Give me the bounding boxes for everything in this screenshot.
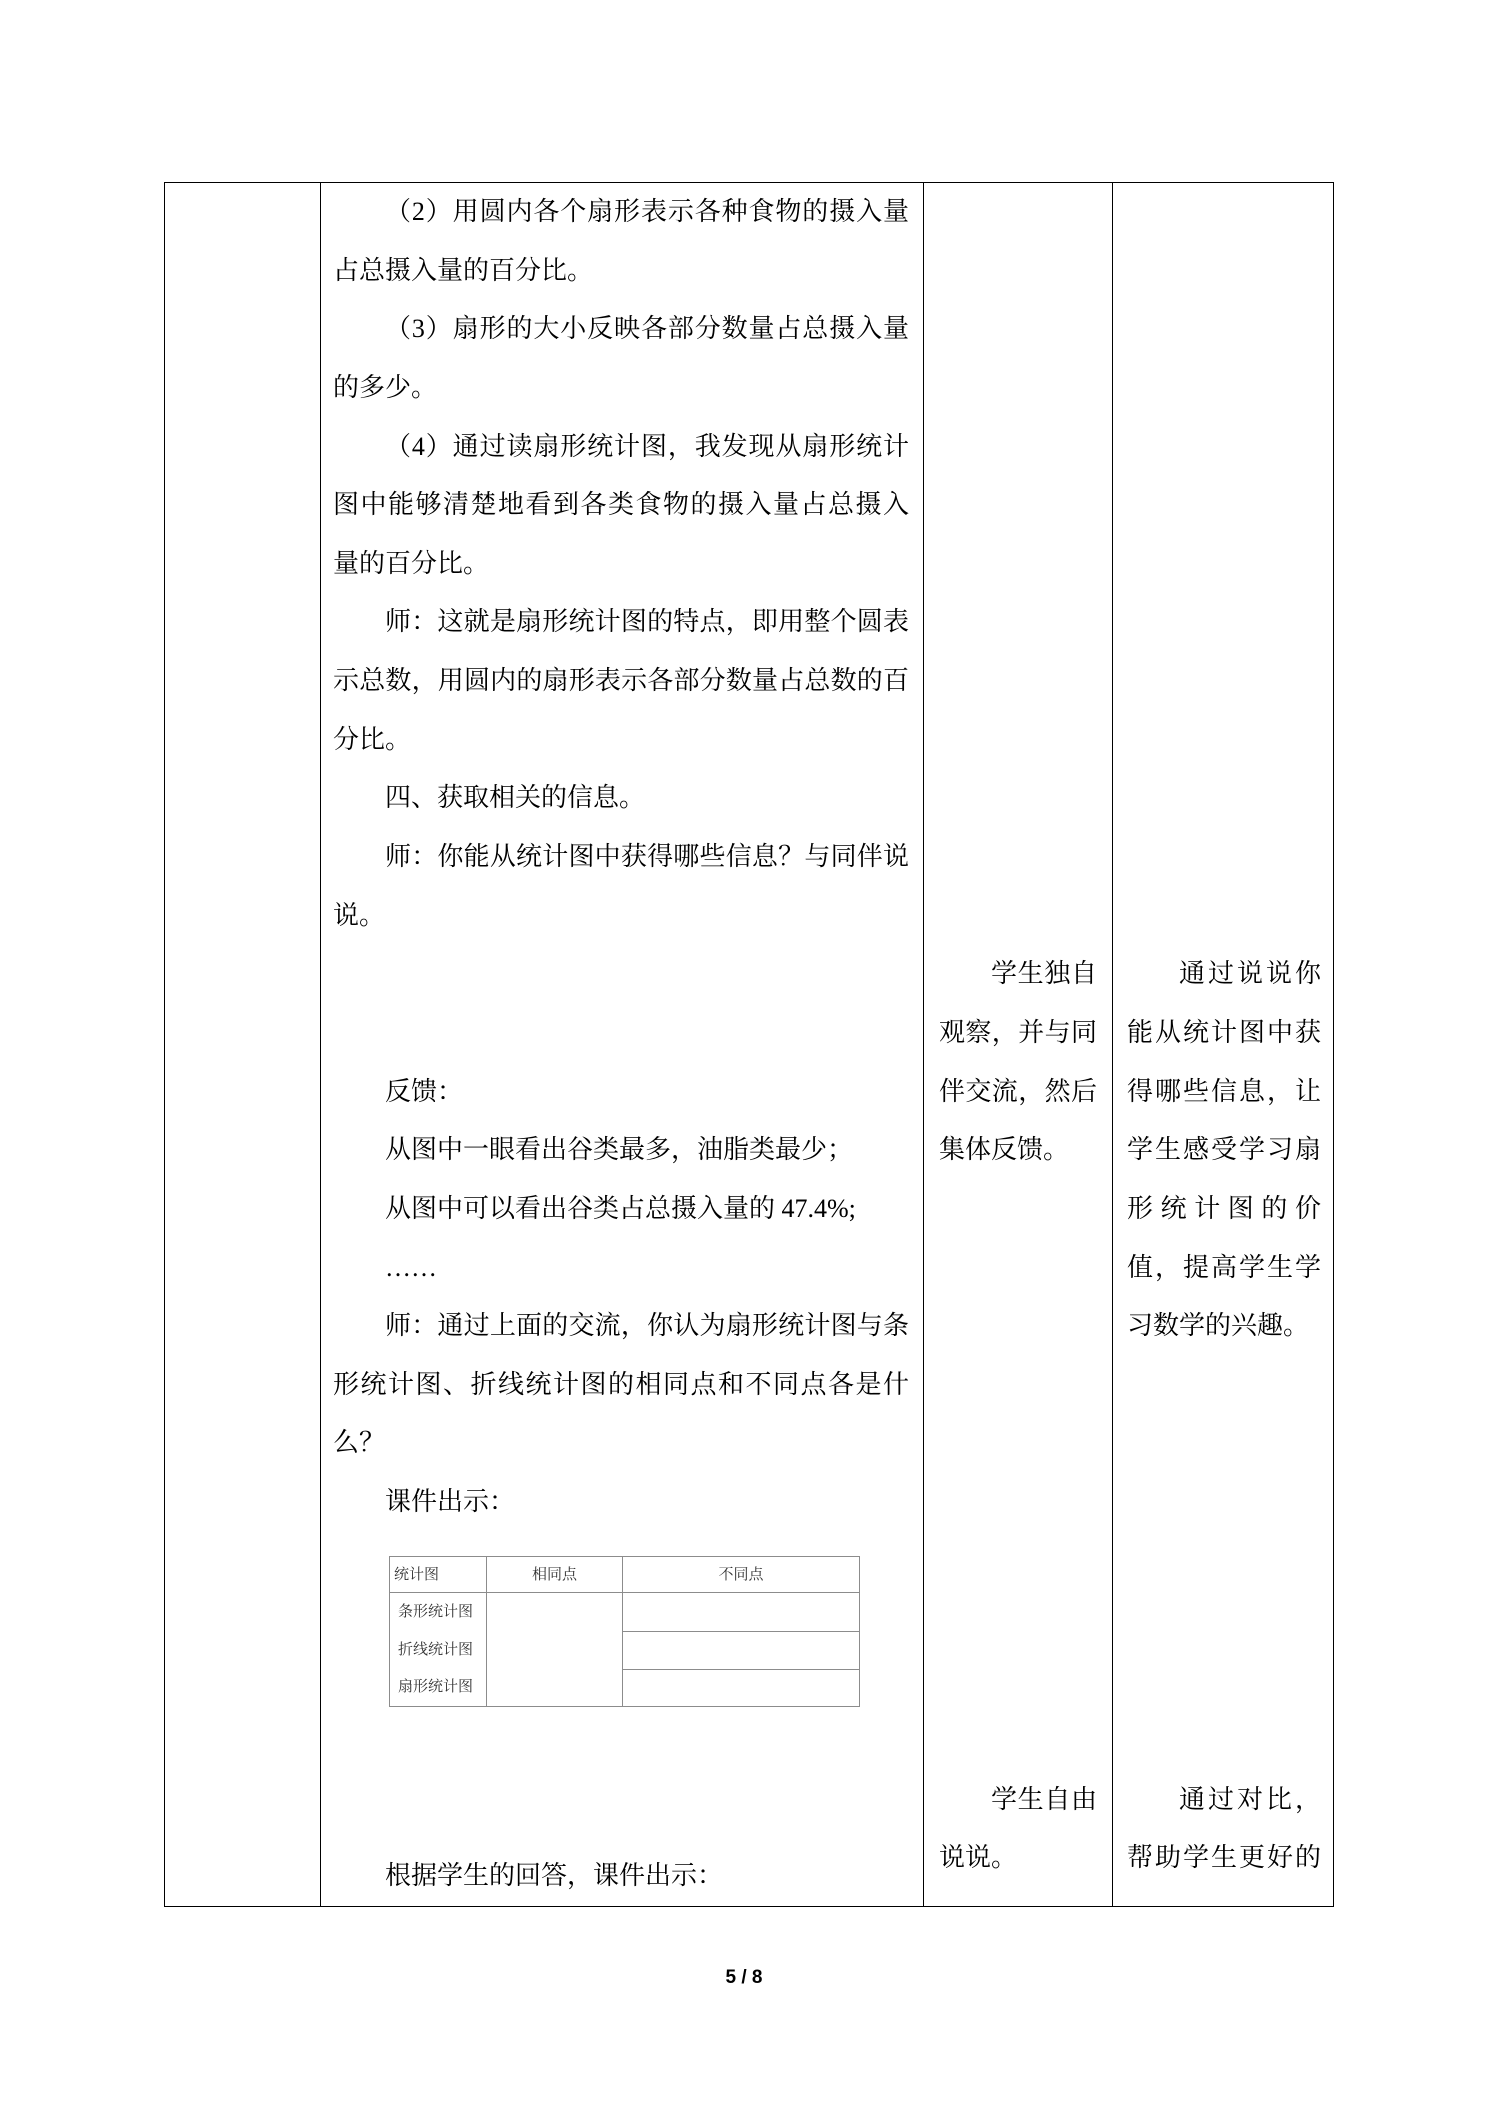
process-line: （3）扇形的大小反映各部分数量占总摄入量	[385, 314, 909, 344]
intent-line: 习数学的兴趣。	[1127, 1311, 1310, 1341]
process-line: 么？	[333, 1428, 386, 1458]
activity-line: 学生自由	[991, 1785, 1097, 1814]
process-line: 分比。	[333, 724, 412, 754]
table-row-label: 条形统计图	[398, 1603, 474, 1620]
process-line: 图中能够清楚地看到各类食物的摄入量占总摄入	[333, 490, 909, 520]
table-header-cell: 不同点	[718, 1566, 764, 1583]
page-number: 5 / 8	[725, 1967, 763, 1988]
intent-line: 通过对比，	[1179, 1785, 1321, 1814]
process-line: 示总数，用圆内的扇形表示各部分数量占总数的百	[333, 666, 909, 696]
process-line: 占总摄入量的百分比。	[333, 255, 594, 285]
intent-line: 形统计图的价	[1127, 1193, 1321, 1223]
comparison-table	[389, 1556, 860, 1707]
table-empty-cell	[487, 1593, 622, 1706]
table-empty-cell	[623, 1593, 859, 1631]
intent-line: 学生感受学习扇	[1127, 1135, 1321, 1165]
lesson-plan-table	[164, 182, 1334, 1907]
activity-line: 观察，并与同	[939, 1017, 1097, 1047]
process-line: ……	[385, 1252, 437, 1282]
cell-student-activity	[923, 183, 1112, 1906]
table-empty-cell	[623, 1632, 859, 1669]
activity-line: 集体反馈。	[939, 1135, 1070, 1165]
process-line: 根据学生的回答，课件出示：	[385, 1861, 724, 1890]
process-line: 师：这就是扇形统计图的特点，即用整个圆表	[385, 607, 909, 637]
table-header-cell: 统计图	[394, 1566, 440, 1583]
process-line: 从图中可以看出谷类占总摄入量的 47.4%;	[385, 1193, 856, 1223]
activity-line: 说说。	[939, 1843, 1018, 1872]
process-line: 量的百分比。	[333, 548, 490, 578]
process-line: 反馈：	[385, 1076, 464, 1106]
process-line: 说。	[333, 900, 386, 930]
table-empty-cell	[623, 1670, 859, 1706]
process-line: 师：通过上面的交流，你认为扇形统计图与条	[385, 1311, 909, 1341]
activity-line: 伴交流，然后	[939, 1076, 1097, 1106]
table-header-cell: 相同点	[531, 1566, 577, 1583]
cell-teaching-process	[320, 183, 923, 1906]
cell-stage	[165, 183, 320, 1906]
table-row-label: 扇形统计图	[398, 1678, 474, 1695]
process-line: （4）通过读扇形统计图，我发现从扇形统计	[385, 431, 909, 461]
process-line: 师：你能从统计图中获得哪些信息？与同伴说	[385, 842, 909, 872]
process-line: 形统计图、折线统计图的相同点和不同点各是什	[333, 1369, 909, 1399]
section-heading: 四、获取相关的信息。	[385, 783, 646, 813]
process-line: 的多少。	[333, 372, 438, 402]
intent-line: 能从统计图中获	[1127, 1017, 1321, 1047]
intent-line: 通过说说你	[1179, 959, 1321, 989]
activity-line: 学生独自	[991, 959, 1097, 989]
intent-line: 帮助学生更好的	[1127, 1843, 1321, 1872]
intent-line: 值，提高学生学	[1127, 1252, 1321, 1282]
process-line: （2）用圆内各个扇形表示各种食物的摄入量	[385, 197, 909, 226]
process-line: 从图中一眼看出谷类最多，油脂类最少；	[385, 1135, 854, 1165]
intent-line: 得哪些信息，让	[1127, 1076, 1321, 1106]
cell-design-intent	[1112, 183, 1333, 1906]
table-row-label: 折线统计图	[398, 1641, 474, 1658]
process-line: 课件出示：	[385, 1487, 516, 1517]
